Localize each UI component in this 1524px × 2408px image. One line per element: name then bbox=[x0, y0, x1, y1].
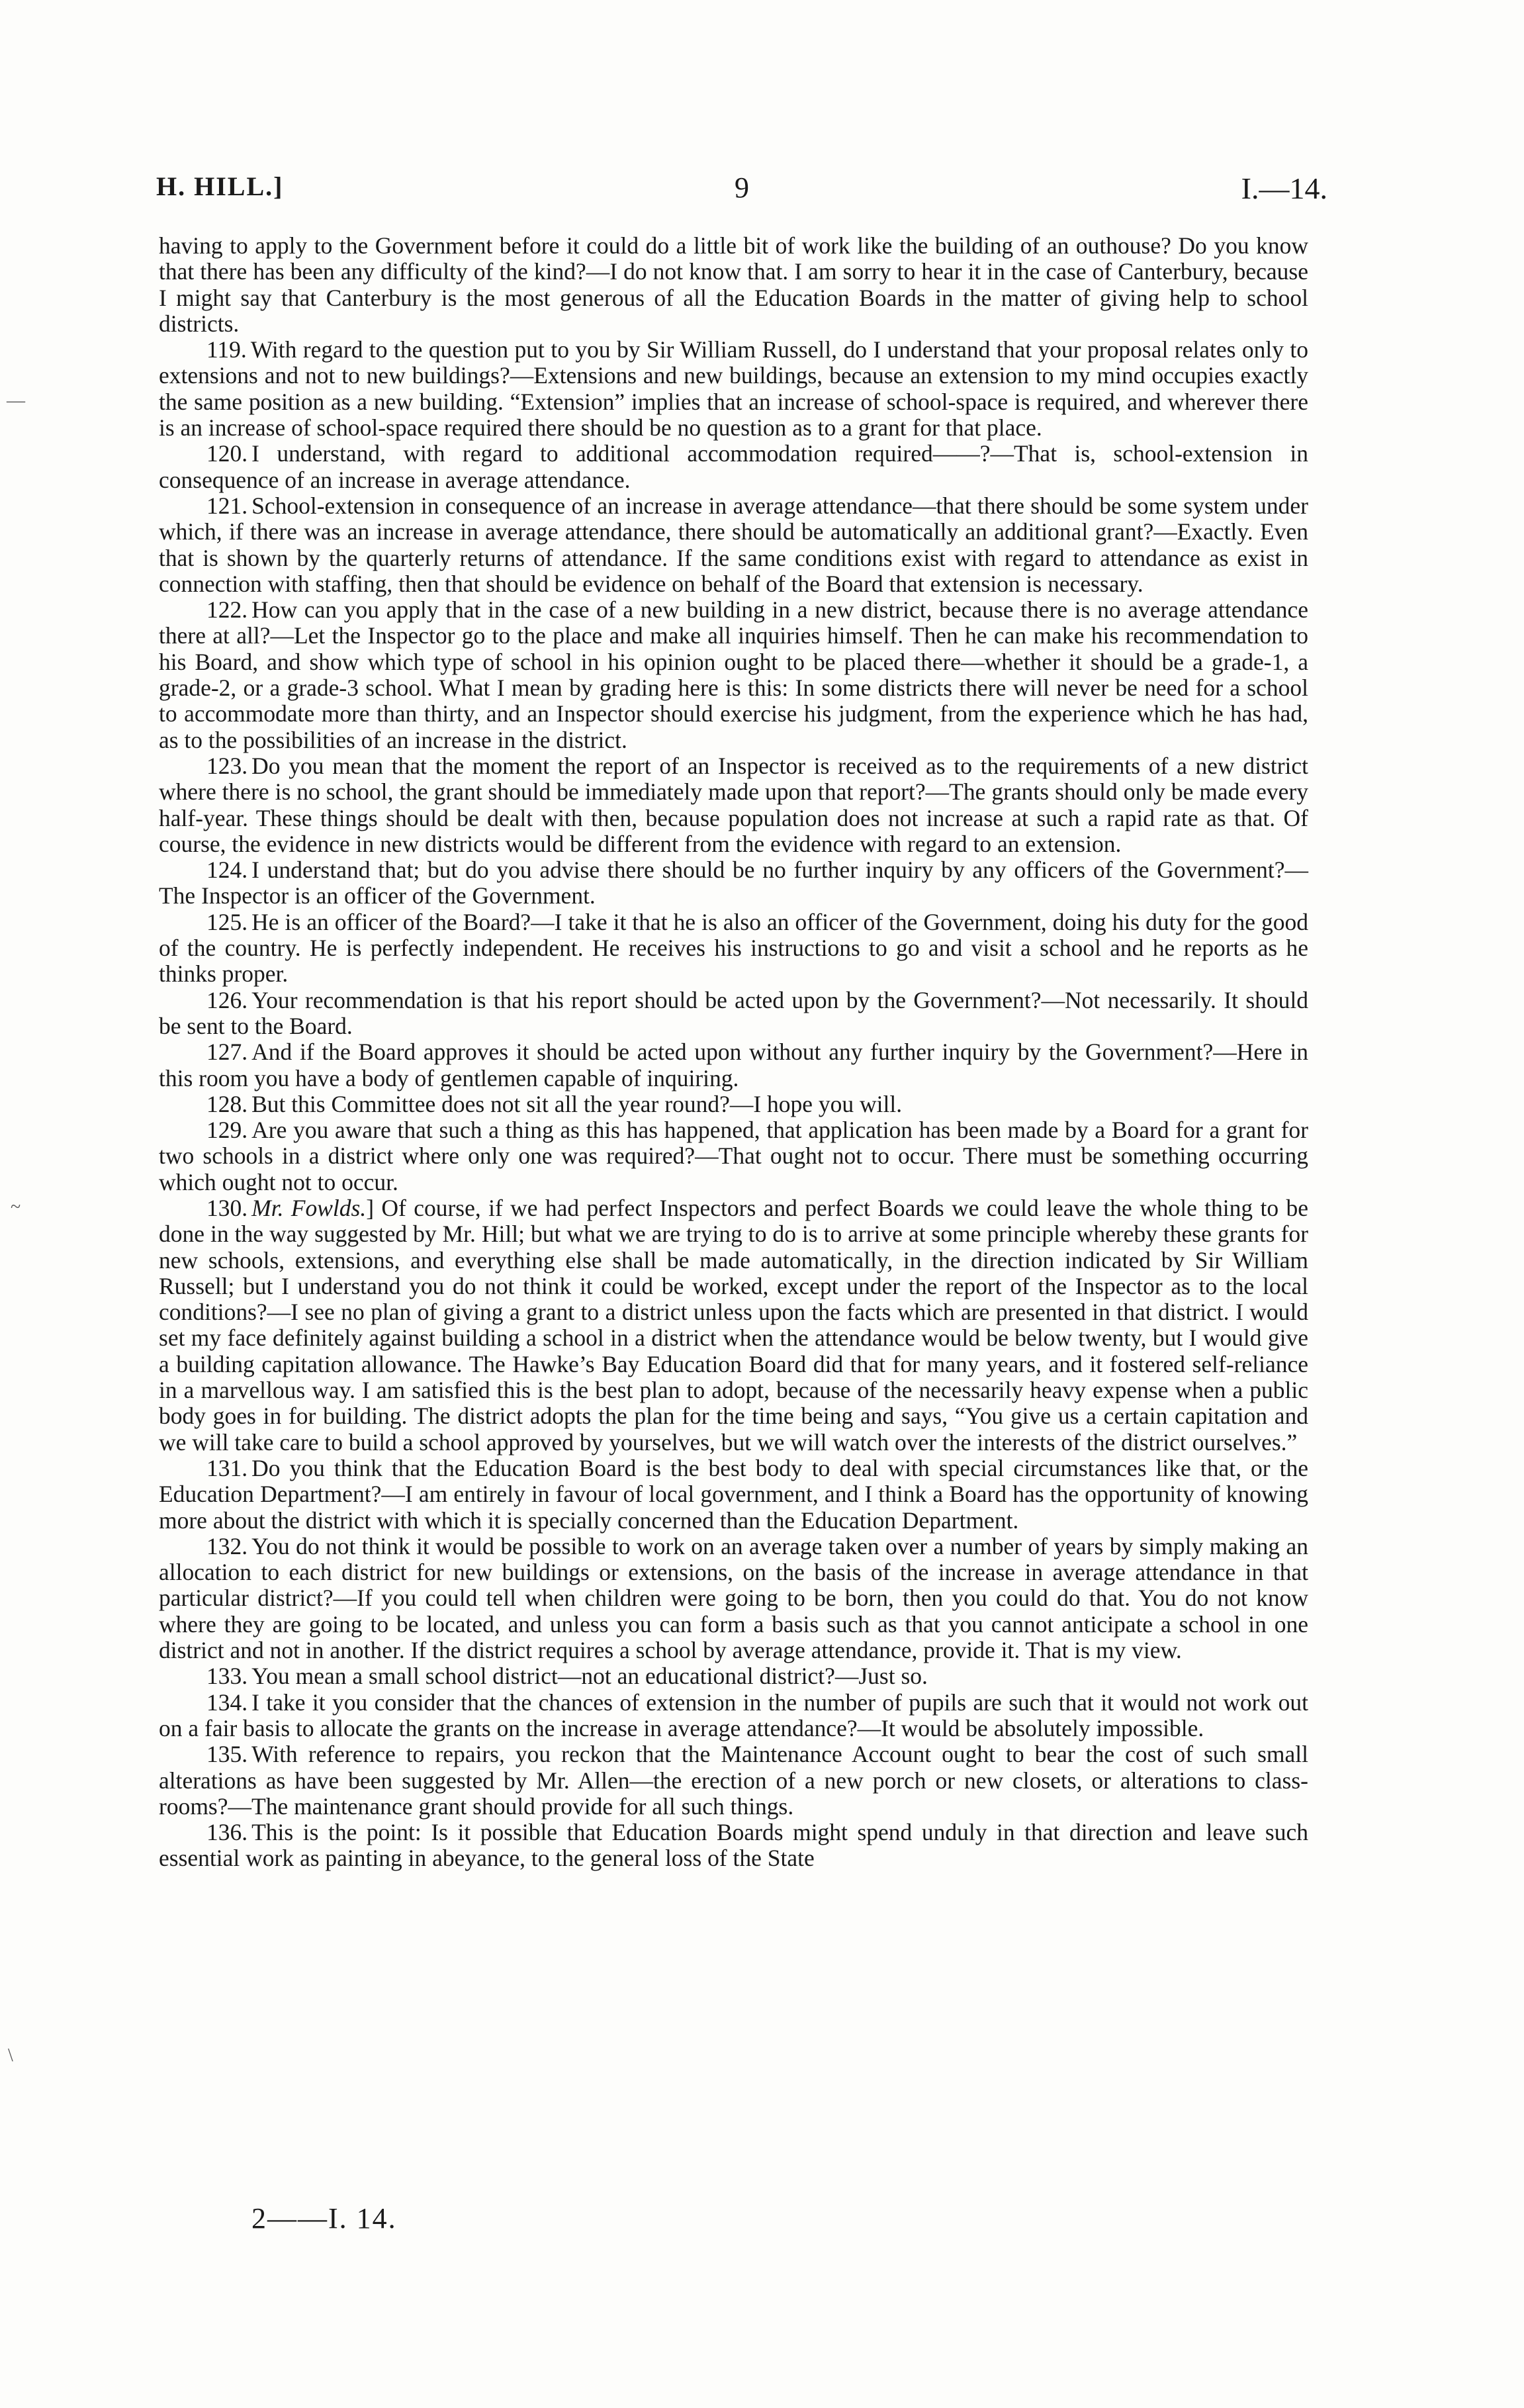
question-number: 126. bbox=[206, 986, 248, 1013]
question-number: 134. bbox=[206, 1689, 248, 1716]
paragraph bbox=[159, 1534, 1308, 1663]
question-number: 120. bbox=[206, 440, 248, 467]
question-number: 136. bbox=[206, 1819, 248, 1846]
paragraph-text: I take it you consider that the chances of extension in the number of pupils are such that it would not work out on a fair basis to allocate the grants on the increase in average attendance?—It would be absolutely impossible. bbox=[159, 1689, 1308, 1741]
paragraph bbox=[159, 337, 1308, 441]
paragraph-text: With regard to the question put to you by Sir William Russell, do I understand that your proposal relates only to extensions and not to new buildings?—Extensions and new buildings, because an extension to my mind occupies exactly the same position as a new building. “Extension” implies that an increase of school-space is required, and wherever there is an increase of school-space required there should be no question as to a grant for that place. bbox=[159, 336, 1308, 441]
paragraph bbox=[159, 1456, 1308, 1534]
paragraph bbox=[159, 1039, 1308, 1091]
paragraph-text: Your recommendation is that his report should be acted upon by the Government?—Not necessarily. It should be sent to the Board. bbox=[159, 986, 1308, 1039]
question-number: 121. bbox=[206, 492, 248, 519]
paragraph bbox=[159, 1195, 1308, 1456]
paragraph-text: You mean a small school district—not an educational district?—Just so. bbox=[251, 1663, 928, 1690]
signature-mark: 2——I. 14. bbox=[251, 2202, 397, 2235]
paragraph-text: But this Committee does not sit all the year round?—I hope you will. bbox=[251, 1090, 903, 1117]
paragraph bbox=[159, 1690, 1308, 1742]
question-number: 130. bbox=[206, 1194, 248, 1221]
paragraph-text: How can you apply that in the case of a new building in a new district, because there is no average attendance there at all?—Let the Inspector go to the place and make all inquiries himself. Then he can make his recommendation to his Board, and show which type of school in his opinion ought to be placed there—whether it should be a grade-1, a grade-2, or a grade-3 school. What I mean by grading here is this: In some districts there will never be need for a school to accommodate more than thirty, and an Inspector should exercise his judgment, from the experience which he has had, as to the possibilities of an increase in the district. bbox=[159, 596, 1308, 753]
question-number: 122. bbox=[206, 596, 248, 624]
question-number: 124. bbox=[206, 857, 248, 884]
question-number: 129. bbox=[206, 1117, 248, 1144]
paragraph bbox=[159, 909, 1308, 988]
paragraph bbox=[159, 1091, 1308, 1117]
paragraph-text: Are you aware that such a thing as this has happened, that application has been made by a Board for a grant for two schools in a district where only one was required?—That ought not to occur. There must be something occurring which ought not to occur. bbox=[159, 1117, 1308, 1195]
paragraph-text: He is an officer of the Board?—I take it that he is also an officer of the Government, doing his duty for the good of the country. He is perfectly independent. He receives his instructions to go and visit a school and he reports as he thinks proper. bbox=[159, 908, 1308, 988]
paragraph bbox=[159, 857, 1308, 909]
question-number: 123. bbox=[206, 752, 248, 779]
paragraph-text: I understand, with regard to additional accommodation required——?—That is, school-extension in consequence of an increase in average attendance. bbox=[159, 440, 1308, 493]
paragraph bbox=[159, 1820, 1308, 1872]
page-header bbox=[156, 171, 1327, 210]
question-number: 125. bbox=[206, 908, 248, 935]
page-number: 9 bbox=[735, 171, 749, 204]
paragraph bbox=[159, 1663, 1308, 1689]
paragraph-text: I understand that; but do you advise there should be no further inquiry by any officers of the Government?—The Inspector is an officer of the Government. bbox=[159, 857, 1308, 909]
paragraph bbox=[159, 441, 1308, 493]
paragraph-text: This is the point: Is it possible that Education Boards might spend unduly in that direction and leave such essential work as painting in abeyance, to the general loss of the State bbox=[159, 1819, 1308, 1872]
question-number: 127. bbox=[206, 1039, 248, 1066]
speaker-name: Mr. Fowlds. bbox=[251, 1194, 367, 1221]
paragraph-text: With reference to repairs, you reckon that the Maintenance Account ought to bear the cost of such small alterations as have been suggested by Mr. Allen—the erection of a new porch or new closets, or alterations to class-rooms?—The maintenance grant should provide for all such things. bbox=[159, 1741, 1308, 1820]
paragraph-text: You do not think it would be possible to work on an average taken over a number of years by simply making an allocation to each district for new buildings or extensions, on the basis of the increase in average attendance in that particular district?—If you could tell when children were going to be born, then you could do that. You do not know where they are going to be located, and unless you can form a basis such as that you cannot anticipate a school in one district and not in another. If the district requires a school by average attendance, provide it. That is my view. bbox=[159, 1532, 1308, 1664]
question-number: 132. bbox=[206, 1532, 248, 1559]
margin-tick-mark: \ bbox=[8, 2045, 13, 2066]
question-number: 131. bbox=[206, 1454, 248, 1481]
paragraph bbox=[159, 597, 1308, 753]
question-number: 135. bbox=[206, 1741, 248, 1768]
testimony-body bbox=[159, 233, 1308, 1872]
question-number: 128. bbox=[206, 1090, 248, 1117]
paragraph bbox=[159, 1741, 1308, 1820]
witness-name: H. HILL.] bbox=[156, 171, 284, 201]
paragraph-text: School-extension in consequence of an increase in average attendance—that there should be some system under which, if there was an increase in average attendance, there should be automatically an additional grant?—Exactly. Even that is shown by the quarterly returns of attendance. If the same conditions exist with regard to attendance as exist in connection with staffing, then that should be evidence on behalf of the Board that extension is necessary. bbox=[159, 492, 1308, 597]
paragraph-text: ] Of course, if we had perfect Inspectors and perfect Boards we could leave the whole thing to be done in the way suggested by Mr. Hill; but what we are trying to do is to arrive at some principle whereby these grants for new schools, extensions, and everything else shall be made automatically, in the direction indicated by Sir William Russell; but I understand you do not think it could be worked, except under the report of the Inspector as to the local conditions?—I see no plan of giving a grant to a district unless upon the facts which are presented in that district. I would set my face definitely against building a school in a district when the attendance would be below twenty, but I would give a building capitation allowance. The Hawke’s Bay Education Board did that for many years, and it fostered self-reliance in a marvellous way. I am satisfied this is the best plan to adopt, because of the necessarily heavy expense when a public body goes in for building. The district adopts the plan for the time being and says, “You give us a certain capitation and we will take care to build a school approved by yourselves, but we will watch over the interests of the district ourselves.” bbox=[159, 1194, 1308, 1456]
paragraph bbox=[159, 233, 1308, 337]
paragraph-text: Do you mean that the moment the report of an Inspector is received as to the requirements of a new district where there is no school, the grant should be immediately made upon that report?—The grants should only be made every half-year. These things should be dealt with then, because population does not increase at such a rapid rate as that. Of course, the evidence in new districts would be different from the evidence with regard to an extension. bbox=[159, 752, 1308, 857]
paragraph bbox=[159, 753, 1308, 857]
question-number: 119. bbox=[206, 336, 247, 363]
document-reference: I.—14. bbox=[1241, 171, 1327, 205]
paragraph bbox=[159, 493, 1308, 597]
margin-tick-mark: — bbox=[7, 391, 25, 411]
paragraph bbox=[159, 1117, 1308, 1195]
question-number: 133. bbox=[206, 1663, 248, 1690]
paragraph-text: Do you think that the Education Board is the best body to deal with special circumstances like that, or the Education Department?—I am entirely in favour of local government, and I think a Board has the opportunity of knowing more about the district with which it is specially concerned than the Education Department. bbox=[159, 1454, 1308, 1534]
paragraph bbox=[159, 988, 1308, 1040]
margin-tick-mark: ~ bbox=[11, 1197, 21, 1217]
paragraph-text: And if the Board approves it should be acted upon without any further inquiry by the Government?—Here in this room you have a body of gentlemen capable of inquiring. bbox=[159, 1039, 1308, 1091]
paragraph-text: having to apply to the Government before it could do a little bit of work like the building of an outhouse? Do you know that there has been any difficulty of the kind?—I do not know that. I am sorry to hear it in the case of Canterbury, because I might say that Canterbury is the most generous of all the Education Boards in the matter of giving help to school districts. bbox=[159, 232, 1308, 337]
